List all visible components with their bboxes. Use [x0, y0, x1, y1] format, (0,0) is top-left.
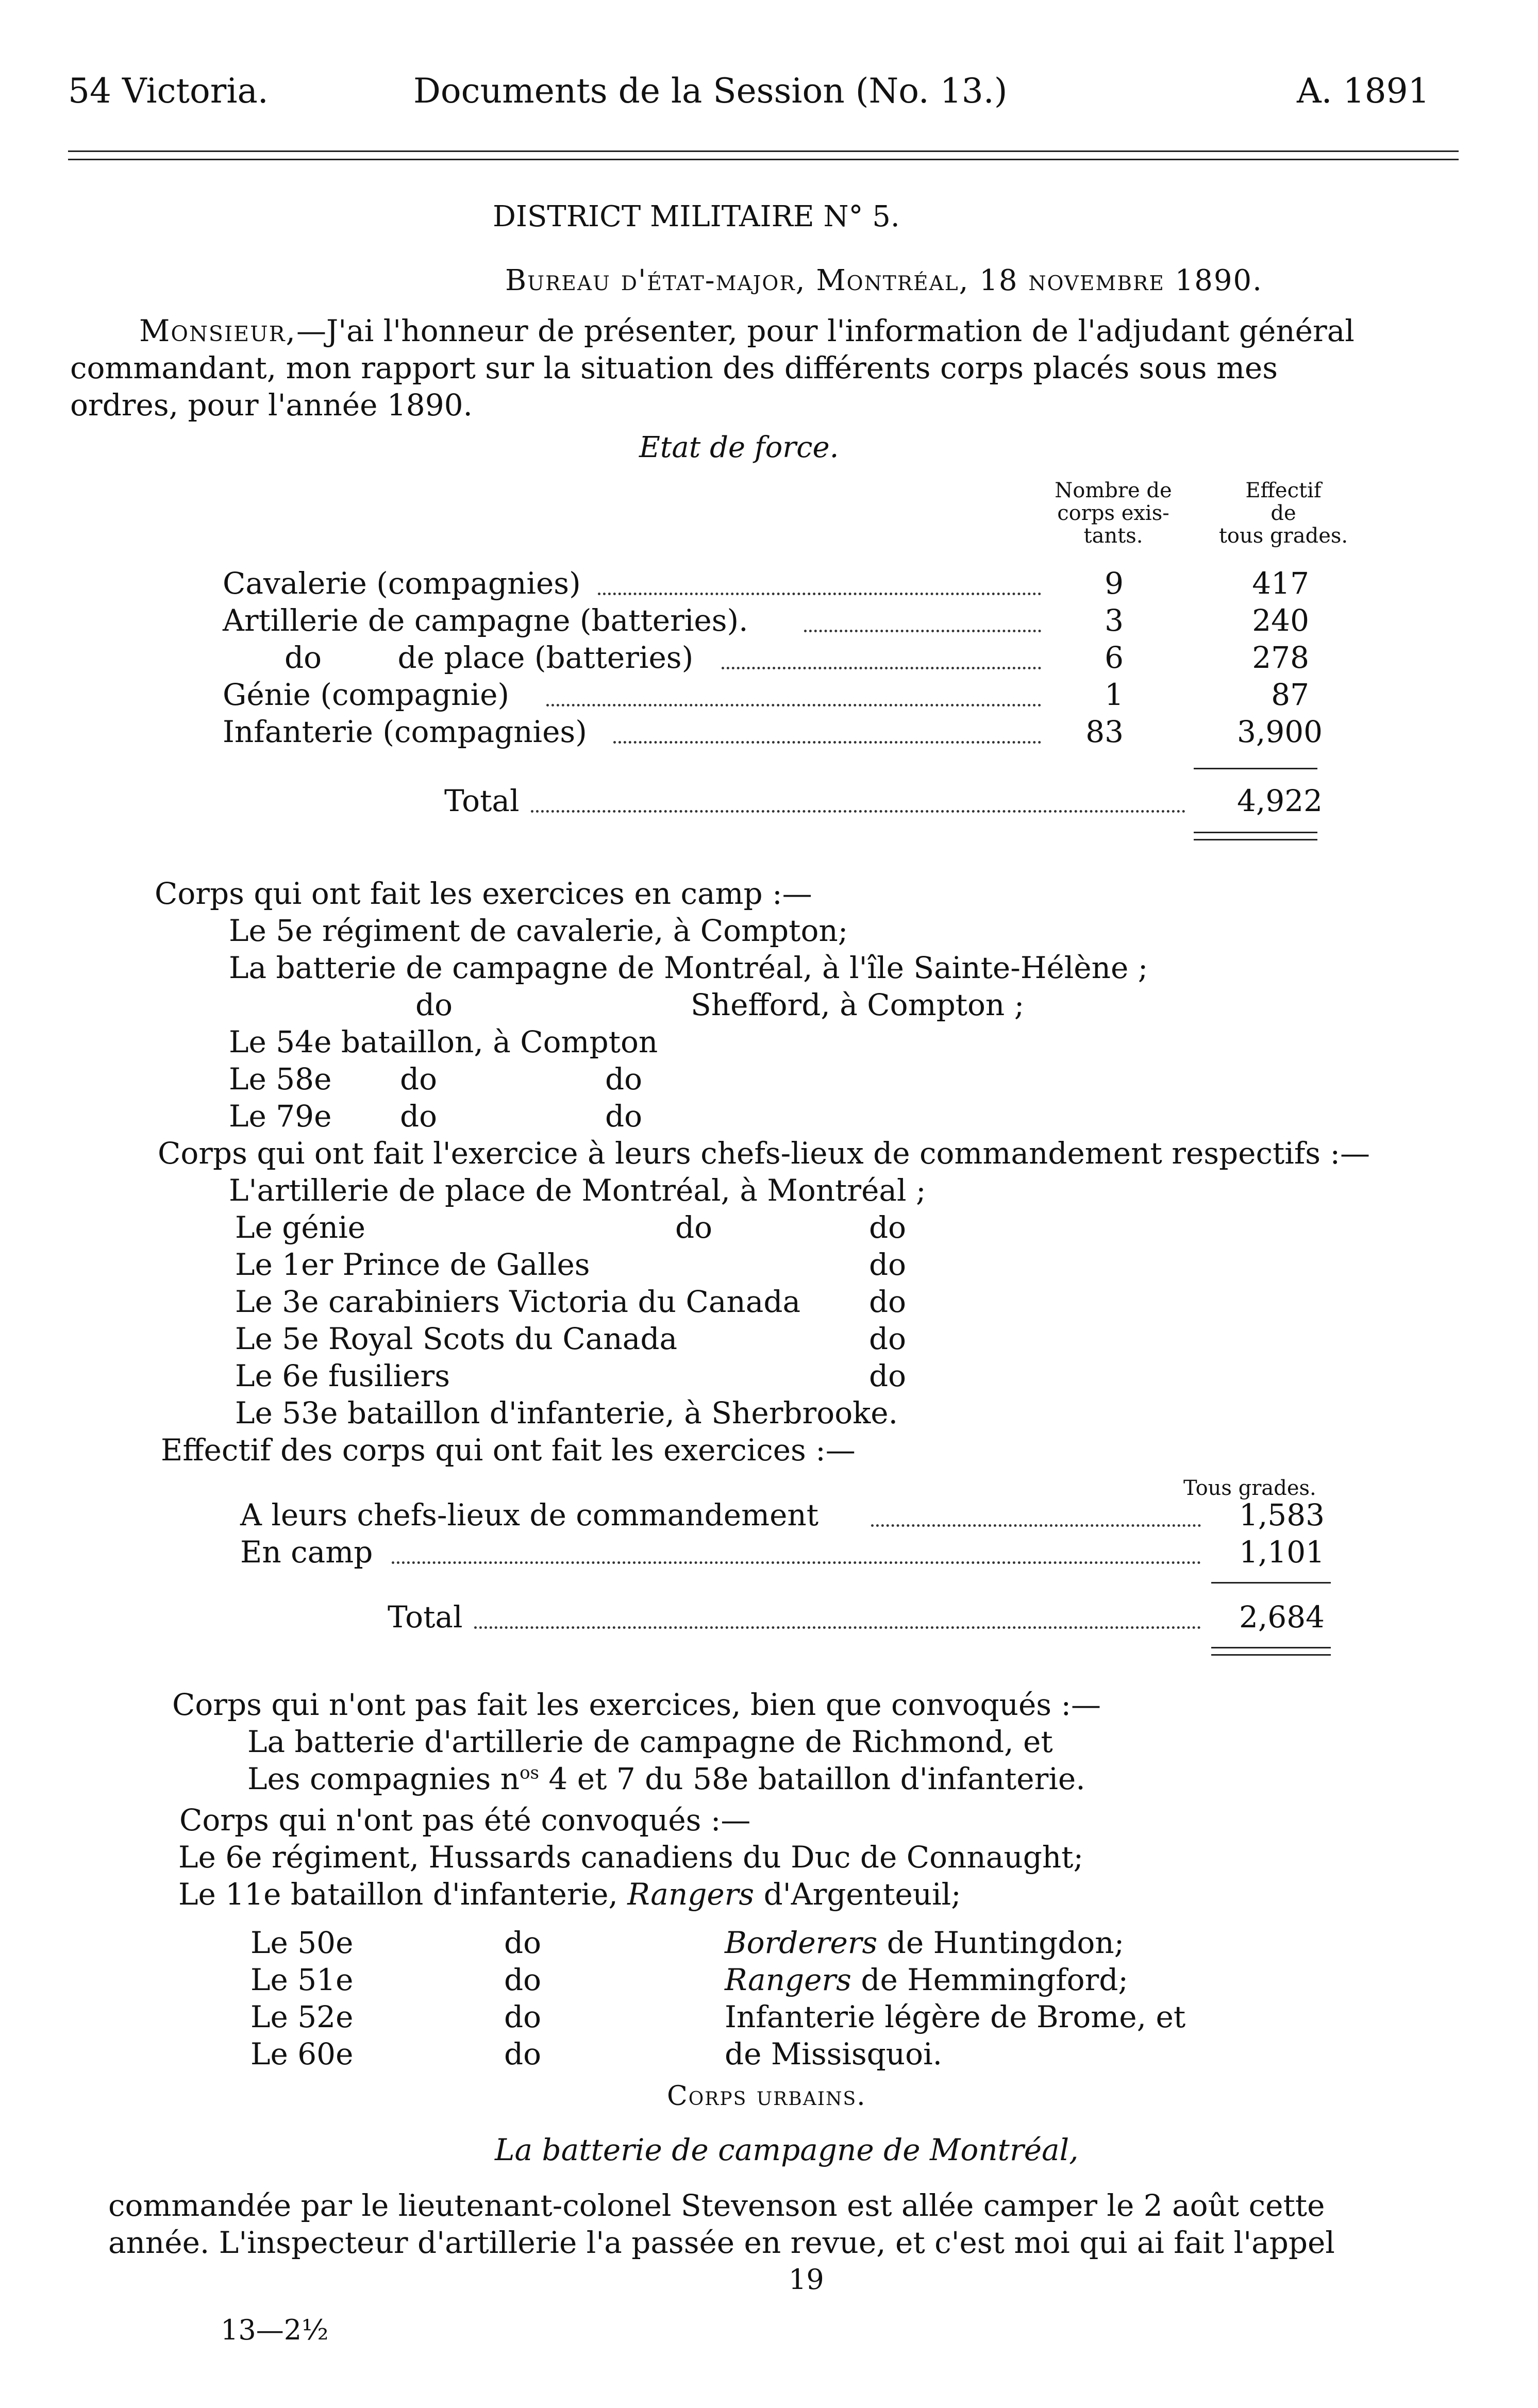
- corps-urbains-subheading: La batterie de campagne de Montréal,: [495, 2132, 1079, 2167]
- section-title: DISTRICT MILITAIRE N° 5.: [493, 200, 900, 233]
- corps-urbains-heading: Corps urbains.: [667, 2081, 866, 2112]
- hq-line: L'artillerie de place de Montréal, à Montréal ;: [229, 1173, 926, 1208]
- force-col-effectif-header-line: Effectif: [1245, 479, 1322, 502]
- leader-dots: [613, 741, 1041, 744]
- force-col-effectif-header-line: de: [1270, 501, 1296, 525]
- hq-line-ditto: do: [869, 1284, 907, 1319]
- intro-line-1-text: —J'ai l'honneur de présenter, pour l'information de l'adjudant général: [296, 313, 1355, 348]
- leader-dots: [722, 667, 1041, 669]
- salutation: Monsieur,: [139, 313, 296, 348]
- not-convened-row-unit: Le 50e: [250, 1925, 354, 1960]
- force-row-corps: 9: [1105, 566, 1124, 601]
- force-row-label: Artillerie de campagne (batteries).: [223, 603, 748, 638]
- force-col-effectif-header-line: tous grades.: [1218, 524, 1348, 548]
- not-exercised-line-sup: os: [520, 1762, 539, 1783]
- camp-line-ditto: do: [415, 987, 453, 1022]
- leader-dots: [392, 1561, 1201, 1564]
- leader-dots: [531, 810, 1185, 813]
- hq-line: Le 53e bataillon d'infanterie, à Sherbrooke.: [235, 1395, 898, 1430]
- not-convened-row-unit: Le 60e: [250, 2036, 354, 2072]
- leader-dots: [598, 593, 1041, 595]
- effectif-row-value: 1,583: [1239, 1497, 1325, 1533]
- dateline: Bureau d'état-major, Montréal, 18 novembre 1890.: [505, 264, 1263, 297]
- force-row-effectif: 278: [1252, 640, 1309, 675]
- force-row-label: do de place (batteries): [285, 640, 694, 675]
- not-convened-row-unit: Le 51e: [250, 1962, 354, 1997]
- not-convened-row-ditto: do: [504, 1925, 542, 1960]
- camp-line: Le 79e: [229, 1099, 332, 1134]
- not-convened-row-name: [725, 1962, 1128, 1997]
- force-row-label: Génie (compagnie): [223, 677, 510, 712]
- force-row-corps: 83: [1085, 714, 1124, 749]
- hq-line: Le 1er Prince de Galles: [235, 1247, 590, 1282]
- not-convened-line-text: d'Argenteuil;: [754, 1877, 961, 1912]
- not-convened-row-name: [725, 1925, 1124, 1960]
- force-table-title: Etat de force.: [639, 431, 839, 464]
- not-convened-row-text: de Huntingdon;: [877, 1925, 1125, 1960]
- hq-line-ditto: do: [869, 1358, 907, 1393]
- not-exercised-heading: Corps qui n'ont pas fait les exercices, bien que convoqués :—: [172, 1687, 1101, 1722]
- force-col-effectif-header: [1196, 479, 1371, 547]
- force-total-double-rule: [1194, 832, 1317, 833]
- force-col-corps-header-line: tants.: [1083, 524, 1143, 548]
- effectif-row-label: En camp: [240, 1535, 373, 1570]
- camp-line: Le 54e bataillon, à Compton: [229, 1024, 658, 1059]
- hq-line: Le 6e fusiliers: [235, 1358, 450, 1393]
- not-convened-row-italic: Rangers: [725, 1962, 851, 1997]
- force-row-effectif: 87: [1271, 677, 1309, 712]
- leader-dots: [804, 630, 1041, 632]
- force-total-value: 4,922: [1237, 783, 1323, 818]
- header-year: A. 1891: [1297, 71, 1430, 111]
- camp-heading: Corps qui ont fait les exercices en camp :—: [155, 876, 812, 911]
- camp-line: La batterie de campagne de Montréal, à l'île Sainte-Hélène ;: [229, 950, 1148, 985]
- page-number: 19: [789, 2263, 824, 2296]
- effectif-total-rule: [1211, 1582, 1331, 1584]
- force-total-double-rule: [1194, 839, 1317, 840]
- camp-line: Le 5e régiment de cavalerie, à Compton;: [229, 913, 848, 948]
- force-row-effectif: 417: [1252, 566, 1309, 601]
- not-convened-line-text: Le 11e bataillon d'infanterie,: [178, 1877, 628, 1912]
- not-exercised-line: La batterie d'artillerie de campagne de Richmond, et: [247, 1724, 1053, 1759]
- force-row-label: Cavalerie (compagnies): [223, 566, 581, 601]
- not-exercised-line: [247, 1761, 1085, 1796]
- leader-dots: [546, 704, 1041, 706]
- hq-line-ditto: do: [675, 1210, 713, 1245]
- force-row-corps: 3: [1105, 603, 1124, 638]
- not-convened-heading: Corps qui n'ont pas été convoqués :—: [179, 1803, 751, 1838]
- not-convened-row-ditto: do: [504, 2036, 542, 2072]
- intro-line-3: ordres, pour l'année 1890.: [70, 388, 473, 423]
- not-exercised-line-text: 4 et 7 du 58e bataillon d'infanterie.: [539, 1761, 1085, 1796]
- force-total-rule: [1194, 768, 1317, 769]
- force-col-corps-header: [1026, 479, 1201, 547]
- leader-dots: [871, 1524, 1201, 1527]
- effectif-heading: Effectif des corps qui ont fait les exercices :—: [161, 1433, 856, 1468]
- effectif-total-double-rule: [1211, 1647, 1331, 1648]
- not-exercised-line-text: Les compagnies n: [247, 1761, 520, 1796]
- camp-line: Le 58e: [229, 1062, 332, 1097]
- force-total-label: Total: [444, 783, 520, 818]
- camp-line-ditto: do: [605, 1062, 643, 1097]
- not-convened-row-italic: Borderers: [725, 1925, 878, 1960]
- hq-line-ditto: do: [869, 1210, 907, 1245]
- force-row-effectif: 240: [1252, 603, 1309, 638]
- effectif-row-label: A leurs chefs-lieux de commandement: [240, 1497, 819, 1533]
- intro-line-2: commandant, mon rapport sur la situation des différents corps placés sous mes: [70, 350, 1278, 385]
- body-line: année. L'inspecteur d'artillerie l'a passée en revue, et c'est moi qui ai fait l'appel: [108, 2225, 1335, 2260]
- force-col-corps-header-line: Nombre de: [1055, 479, 1172, 502]
- force-row-corps: 1: [1105, 677, 1124, 712]
- camp-line-ditto: do: [400, 1099, 438, 1134]
- not-convened-row-unit: Le 52e: [250, 1999, 354, 2034]
- hq-heading: Corps qui ont fait l'exercice à leurs chefs-lieux de commandement respectifs :—: [158, 1136, 1370, 1171]
- effectif-col-header: Tous grades.: [1183, 1476, 1316, 1500]
- header-document-title: Documents de la Session (No. 13.): [413, 71, 1008, 111]
- body-line: commandée par le lieutenant-colonel Stevenson est allée camper le 2 août cette: [108, 2188, 1325, 2223]
- not-convened-row-ditto: do: [504, 1999, 542, 2034]
- hq-line: Le 3e carabiniers Victoria du Canada: [235, 1284, 801, 1319]
- effectif-total-double-rule: [1211, 1654, 1331, 1656]
- hq-line: Le génie: [235, 1210, 365, 1245]
- not-convened-row-ditto: do: [504, 1962, 542, 1997]
- header-rule-top: [68, 150, 1459, 152]
- not-convened-row-name: Infanterie légère de Brome, et: [725, 1999, 1186, 2034]
- header-rule-bottom: [68, 159, 1459, 160]
- camp-line-ditto: do: [605, 1099, 643, 1134]
- hq-line-ditto: do: [869, 1247, 907, 1282]
- force-row-corps: 6: [1105, 640, 1124, 675]
- intro-line-1: [139, 313, 1355, 348]
- effectif-row-value: 1,101: [1239, 1535, 1325, 1570]
- hq-line-ditto: do: [869, 1321, 907, 1356]
- header-session-year: 54 Victoria.: [68, 71, 269, 111]
- force-row-label: Infanterie (compagnies): [223, 714, 587, 749]
- camp-line: Shefford, à Compton ;: [691, 987, 1025, 1022]
- force-col-corps-header-line: corps exis-: [1057, 501, 1169, 525]
- not-convened-line: [178, 1877, 961, 1912]
- signature-mark: 13—2½: [221, 2314, 329, 2346]
- not-convened-row-text: de Hemmingford;: [851, 1962, 1128, 1997]
- effectif-total-value: 2,684: [1239, 1599, 1325, 1635]
- not-convened-line: Le 6e régiment, Hussards canadiens du Duc de Connaught;: [178, 1840, 1084, 1875]
- effectif-total-label: Total: [388, 1599, 463, 1635]
- force-row-effectif: 3,900: [1237, 714, 1323, 749]
- not-convened-line-italic: Rangers: [627, 1877, 755, 1912]
- camp-line-ditto: do: [400, 1062, 438, 1097]
- leader-dots: [474, 1626, 1201, 1629]
- not-convened-row-name: de Missisquoi.: [725, 2036, 943, 2072]
- hq-line: Le 5e Royal Scots du Canada: [235, 1321, 678, 1356]
